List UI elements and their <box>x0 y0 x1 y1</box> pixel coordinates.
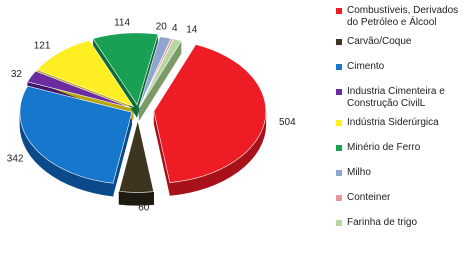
legend-label: Combustíveis, Derivados do Petróleo e Álcool <box>347 5 459 28</box>
legend-item <box>336 5 464 29</box>
data-label: 504 <box>279 116 296 128</box>
legend-label: Conteiner <box>347 192 391 203</box>
legend-item <box>336 86 464 110</box>
legend-swatch <box>336 39 342 45</box>
data-label: 114 <box>114 17 131 29</box>
legend-item <box>336 36 464 48</box>
legend-swatch <box>336 120 342 126</box>
chart-legend <box>336 5 464 242</box>
legend-swatch <box>336 64 342 70</box>
legend-label: Carvão/Coque <box>347 36 412 47</box>
legend-label: Industria Cimenteira e Construção CivilL <box>347 86 445 109</box>
legend-swatch <box>336 145 342 151</box>
legend-label: Indústria Siderúrgica <box>347 117 439 128</box>
legend-item <box>336 142 464 154</box>
data-label: 342 <box>6 153 24 165</box>
data-label: 14 <box>186 24 198 36</box>
data-label: 60 <box>138 202 150 214</box>
legend-swatch <box>336 170 342 176</box>
data-label: 20 <box>155 21 167 33</box>
legend-label: Milho <box>347 167 371 178</box>
data-label: 32 <box>10 68 22 80</box>
data-label: 121 <box>33 40 51 52</box>
legend-item <box>336 117 464 129</box>
legend-swatch <box>336 8 342 14</box>
legend-swatch <box>336 89 342 95</box>
legend-swatch <box>336 220 342 226</box>
legend-label: Farinha de trigo <box>347 217 418 228</box>
legend-item <box>336 217 464 229</box>
data-label: 4 <box>171 23 178 35</box>
legend-label: Minério de Ferro <box>347 142 421 153</box>
legend-item <box>336 192 464 204</box>
legend-item <box>336 167 464 179</box>
legend-label: Cimento <box>347 61 385 72</box>
legend-item <box>336 61 464 73</box>
legend-swatch <box>336 195 342 201</box>
